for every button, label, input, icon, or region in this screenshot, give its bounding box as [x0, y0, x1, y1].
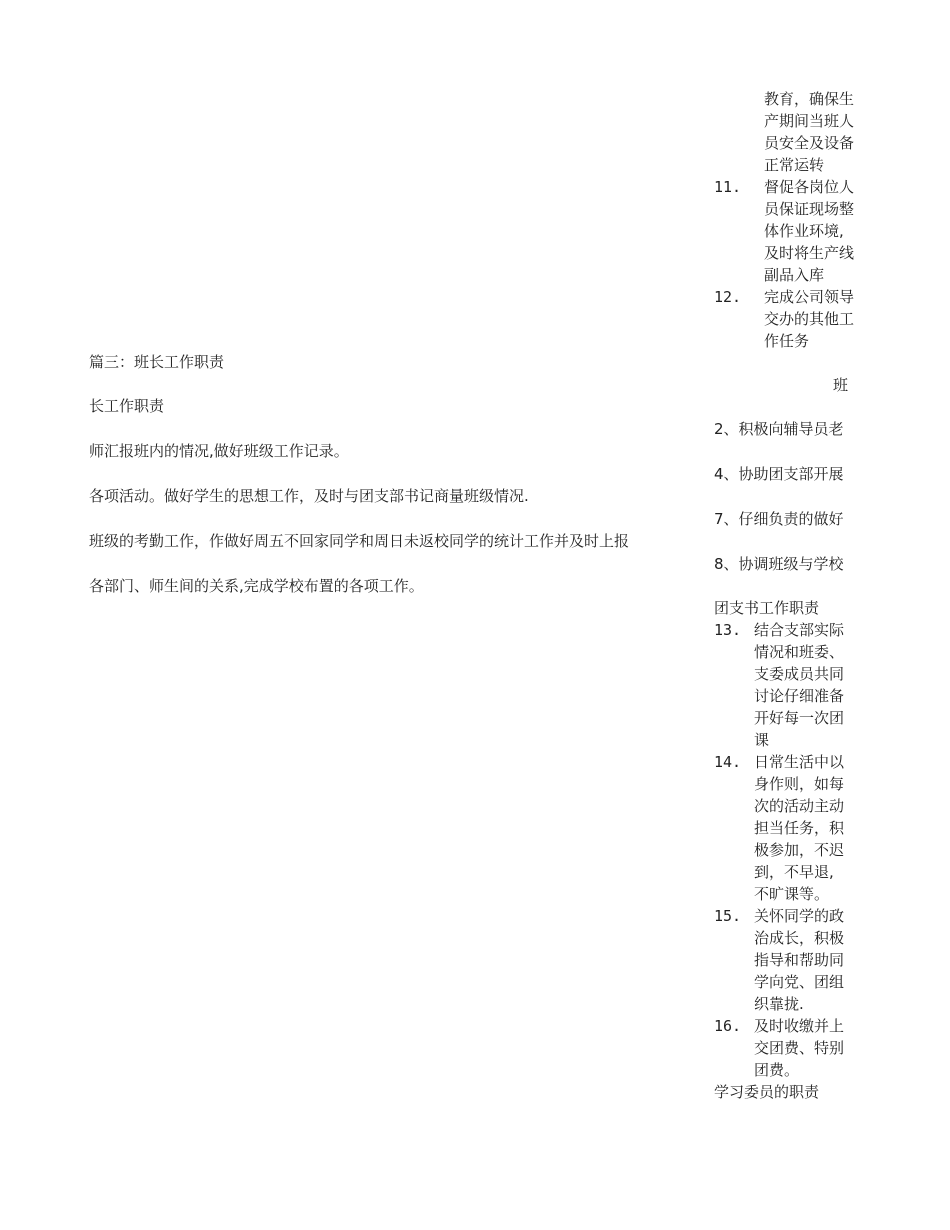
text-line: 支委成员共同	[754, 665, 845, 683]
text-line: 交团费、特别	[754, 1039, 845, 1057]
text-line: 交办的其他工	[764, 310, 855, 328]
text-line: 关怀同学的政	[754, 907, 845, 925]
body-line-4: 各部门、师生间的关系,完成学校布置的各项工作。	[89, 577, 424, 595]
item-16-number: 16.	[714, 1017, 742, 1035]
body-line-1: 师汇报班内的情况,做好班级工作记录。	[89, 442, 349, 460]
text-line: 极参加，不迟	[754, 841, 845, 859]
text-line: 治成长，积极	[754, 929, 845, 947]
text-line: 及时收缴并上	[754, 1017, 845, 1035]
item-15-text	[754, 905, 844, 1015]
text-line: 织靠拢.	[754, 995, 804, 1013]
text-line: 担当任务，积	[754, 819, 845, 837]
text-line: 情况和班委、	[754, 643, 845, 661]
text-line: 次的活动主动	[754, 797, 845, 815]
item-11-number: 11.	[714, 178, 742, 196]
item-16-text	[754, 1015, 844, 1081]
text-line: 教育，确保生	[764, 90, 855, 108]
text-line: 作任务	[764, 332, 810, 350]
text-line: 指导和帮助同	[754, 951, 845, 969]
item-15-number: 15.	[714, 907, 742, 925]
item-11-text	[764, 176, 854, 286]
duty-4: 4、协助团支部开展	[714, 465, 844, 483]
text-line: 日常生活中以	[754, 753, 845, 771]
text-line: 督促各岗位人	[764, 178, 855, 196]
text-line: 正常运转	[764, 156, 825, 174]
text-line: 产期间当班人	[764, 112, 855, 130]
text-line: 员安全及设备	[764, 134, 855, 152]
item-12-number: 12.	[714, 288, 742, 306]
section-subheading: 长工作职责	[89, 397, 165, 415]
text-line: 开好每一次团	[754, 709, 845, 727]
text-line: 学向党、团组	[754, 973, 845, 991]
duty-8: 8、协调班级与学校	[714, 555, 844, 573]
text-line: 不旷课等。	[754, 885, 830, 903]
item-14-number: 14.	[714, 753, 742, 771]
item-13-number: 13.	[714, 621, 742, 639]
item-12-text	[764, 286, 854, 352]
text-line: 讨论仔细准备	[754, 687, 845, 705]
body-line-2: 各项活动。做好学生的思想工作，及时与团支部书记商量班级情况.	[89, 487, 529, 505]
text-line: 身作则，如每	[754, 775, 845, 793]
text-line: 及时将生产线	[764, 244, 855, 262]
body-line-3: 班级的考勤工作，作做好周五不回家同学和周日未返校同学的统计工作并及时上报	[89, 532, 630, 550]
text-line: 到，不早退,	[754, 863, 834, 881]
ban-label: 班	[833, 376, 849, 394]
text-line: 完成公司领导	[764, 288, 855, 306]
section-heading: 篇三：班长工作职责	[89, 353, 225, 371]
item-14-text	[754, 751, 844, 905]
text-line: 副品入库	[764, 266, 825, 284]
text-line: 团费。	[754, 1061, 800, 1079]
duty-2: 2、积极向辅导员老	[714, 420, 844, 438]
tuan-heading: 团支书工作职责	[714, 599, 820, 617]
text-line: 结合支部实际	[754, 621, 845, 639]
text-line: 员保证现场整	[764, 200, 855, 218]
item-13-text	[754, 619, 844, 751]
text-line: 体作业环境,	[764, 222, 844, 240]
continued-item-text	[764, 88, 854, 176]
duty-7: 7、仔细负责的做好	[714, 510, 844, 528]
text-line: 课	[754, 731, 770, 749]
study-heading: 学习委员的职责	[714, 1083, 820, 1101]
